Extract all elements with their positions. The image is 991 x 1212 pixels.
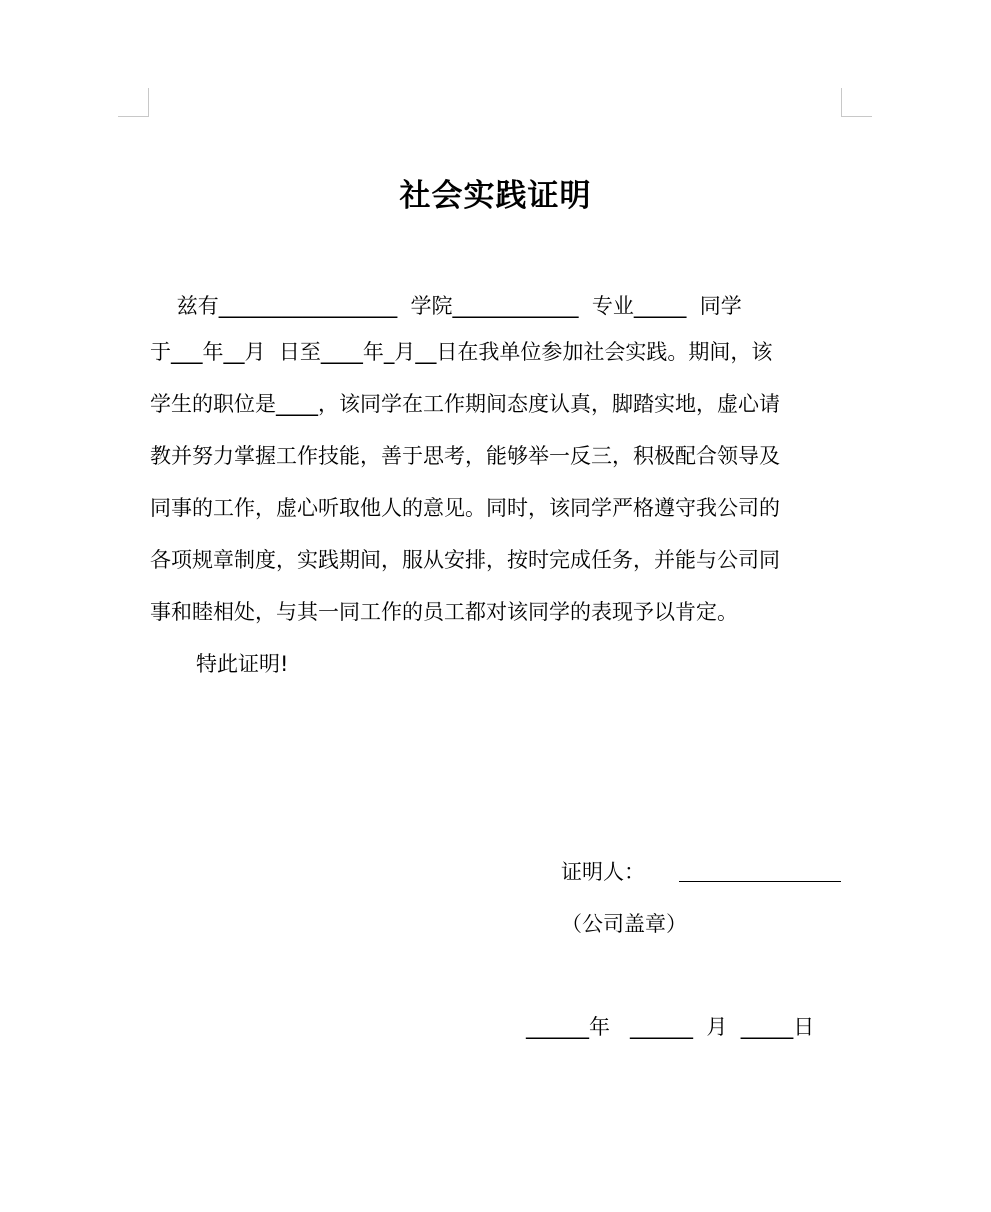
certifier-signature-line: [679, 881, 841, 882]
paragraph-line-4: 教并努力掌握工作技能，善于思考，能够举一反三，积极配合领导及: [150, 444, 780, 468]
company-stamp-label: （公司盖章）: [561, 912, 687, 936]
page-corner-mark-top-right: [841, 88, 872, 117]
paragraph-line-5: 同事的工作，虚心听取他人的意见。同时，该同学严格遵守我公司的: [150, 496, 780, 520]
paragraph-line-7: 事和睦相处，与其一同工作的员工都对该同学的表现予以肯定。: [150, 600, 738, 624]
signature-date-line: ______年 ______ 月 _____日: [526, 1015, 815, 1039]
certifier-label: 证明人：: [561, 860, 645, 884]
paragraph-line-3: 学生的职位是____，该同学在工作期间态度认真，脚踏实地，虚心请: [150, 392, 780, 416]
page-corner-mark-top-left: [118, 88, 149, 117]
document-title: 社会实践证明: [399, 178, 592, 214]
closing-statement: 特此证明!: [196, 652, 289, 676]
paragraph-line-2: 于___年__月 日至____年_月__日在我单位参加社会实践。期间，该: [150, 340, 773, 364]
paragraph-line-1: 兹有_________________ 学院____________ 专业_____ 同学: [150, 294, 742, 318]
paragraph-line-6: 各项规章制度，实践期间，服从安排，按时完成任务，并能与公司同: [150, 548, 780, 572]
